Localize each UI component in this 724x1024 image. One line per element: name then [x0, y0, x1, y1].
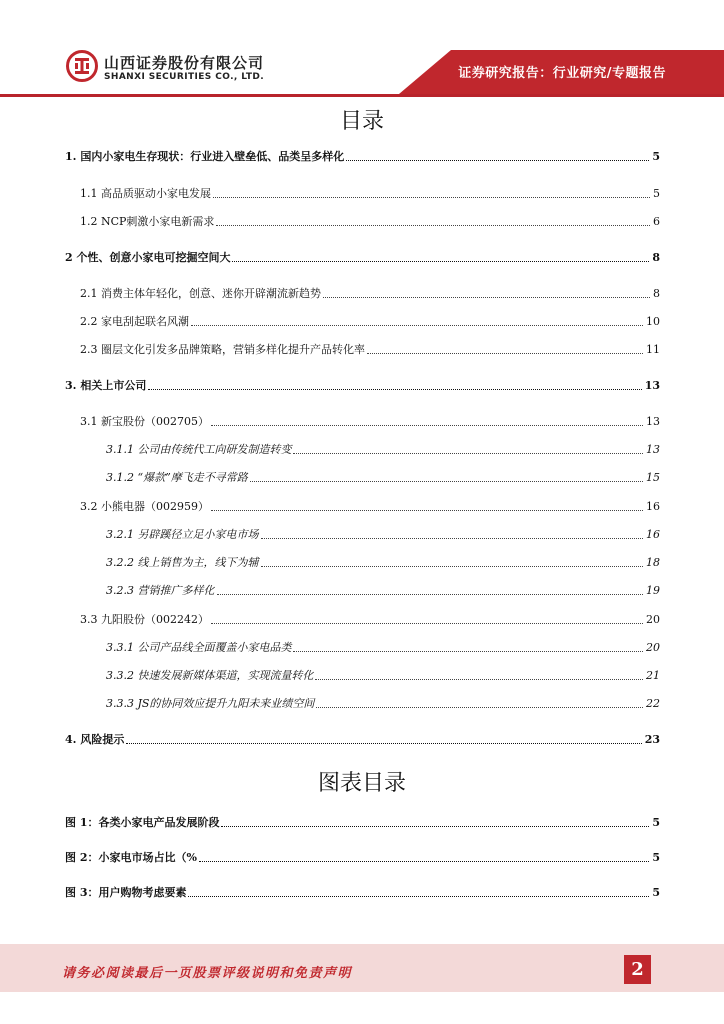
leader-dots: [216, 225, 650, 226]
toc-entry[interactable]: [80, 500, 660, 514]
figure-entry-label: 图 2：小家电市场占比（%: [65, 851, 197, 864]
leader-dots: [367, 353, 643, 354]
leader-dots: [213, 197, 650, 198]
toc-entry-page: 16: [646, 528, 660, 541]
toc-entry-label: 3.3.2 快速发展新媒体渠道，实现流量转化: [106, 669, 314, 682]
toc-entry[interactable]: [80, 315, 660, 329]
leader-dots: [315, 679, 643, 680]
toc-entry-label: 2.3 圈层文化引发多品牌策略，营销多样化提升产品转化率: [80, 343, 365, 356]
toc-entry-label: 3.2.2 线上销售为主，线下为辅: [106, 556, 259, 569]
figure-entry-label: 图 3：用户购物考虑要素: [65, 886, 187, 899]
toc-entry-label: 2 个性、创意小家电可挖掘空间大: [65, 251, 231, 264]
toc-entry-label: 3.2.1 另辟蹊径立足小家电市场: [106, 528, 259, 541]
toc-entry[interactable]: [106, 669, 660, 683]
leader-dots: [232, 261, 649, 262]
toc-entry-page: 13: [646, 415, 660, 428]
page-header: [0, 0, 724, 100]
toc-entry-page: 8: [652, 251, 660, 264]
toc-entry[interactable]: [106, 584, 660, 598]
toc-entry[interactable]: [106, 697, 660, 711]
toc-entry-label: 3.1.1 公司由传统代工向研发制造转变: [106, 443, 292, 456]
leader-dots: [261, 566, 644, 567]
figure-entry-label: 图 1：各类小家电产品发展阶段: [65, 816, 220, 829]
toc-entry[interactable]: [65, 150, 660, 164]
toc-entry-page: 16: [646, 500, 660, 513]
leader-dots: [261, 538, 644, 539]
figure-entry[interactable]: [65, 886, 660, 900]
leader-dots: [211, 425, 643, 426]
toc-entry-label: 3.1 新宝股份（002705）: [80, 415, 209, 428]
leader-dots: [316, 707, 643, 708]
toc-title: 目录: [339, 109, 384, 134]
leader-dots: [250, 481, 643, 482]
leader-dots: [211, 510, 643, 511]
toc-entry-label: 1.2 NCP刺激小家电新需求: [80, 215, 215, 228]
toc-entry[interactable]: [65, 733, 660, 747]
header-divider: [0, 94, 724, 97]
footer-disclaimer: 请务必阅读最后一页股票评级说明和免责声明: [62, 966, 353, 981]
toc-entry-label: 2.1 消费主体年轻化，创意、迷你开辟潮流新趋势: [80, 287, 321, 300]
toc-entry[interactable]: [106, 471, 660, 485]
company-name-cn: 山西证券股份有限公司: [104, 54, 265, 72]
toc-entry-label: 3.2.3 营销推广多样化: [106, 584, 215, 597]
figure-entry[interactable]: [65, 851, 660, 865]
leader-dots: [191, 325, 643, 326]
leader-dots: [199, 861, 649, 862]
toc-entry-page: 13: [646, 443, 660, 456]
toc-entry-page: 8: [653, 287, 660, 300]
report-type: 证券研究报告：行业研究/专题报告: [458, 66, 666, 81]
toc-entry-page: 18: [646, 556, 660, 569]
company-name-en: SHANXI SECURITIES CO., LTD.: [104, 72, 265, 82]
figure-entry-page: 5: [652, 816, 660, 829]
toc-entry-label: 3.2 小熊电器（002959）: [80, 500, 209, 513]
toc-entry-label: 3. 相关上市公司: [65, 379, 147, 392]
leader-dots: [211, 623, 643, 624]
toc-entry[interactable]: [106, 528, 660, 542]
toc-entry-page: 20: [646, 641, 660, 654]
toc-entry-label: 3.3 九阳股份（002242）: [80, 613, 209, 626]
toc-entry-label: 3.3.1 公司产品线全面覆盖小家电品类: [106, 641, 292, 654]
toc-entry-label: 4. 风险提示: [65, 733, 125, 746]
toc-entry-page: 20: [646, 613, 660, 626]
toc-entry[interactable]: [80, 215, 660, 229]
leader-dots: [346, 160, 649, 161]
toc-entry-page: 22: [646, 697, 660, 710]
toc-entry[interactable]: [106, 443, 660, 457]
figure-list-title: 图表目录: [317, 771, 406, 796]
leader-dots: [126, 743, 641, 744]
toc-entry[interactable]: [65, 379, 660, 393]
leader-dots: [188, 896, 649, 897]
leader-dots: [293, 453, 643, 454]
toc-entry[interactable]: [80, 343, 660, 357]
toc-entry[interactable]: [106, 556, 660, 570]
toc-entry[interactable]: [65, 251, 660, 265]
figure-entry-page: 5: [652, 886, 660, 899]
toc-entry[interactable]: [80, 187, 660, 201]
toc-entry-label: 3.1.2 “爆款”摩飞走不寻常路: [106, 471, 248, 484]
toc-entry-page: 6: [653, 215, 660, 228]
leader-dots: [217, 594, 644, 595]
figure-entry[interactable]: [65, 816, 660, 830]
toc-entry-label: 3.3.3 JS的协同效应提升九阳未来业绩空间: [106, 697, 315, 710]
toc-entry[interactable]: [80, 415, 660, 429]
toc-entry-label: 1.1 高品质驱动小家电发展: [80, 187, 211, 200]
toc-entry[interactable]: [80, 287, 660, 301]
toc-entry-page: 21: [646, 669, 660, 682]
toc-entry-page: 10: [646, 315, 660, 328]
toc-entry-page: 11: [646, 343, 660, 356]
toc-entry[interactable]: [106, 641, 660, 655]
toc-entry-page: 5: [652, 150, 660, 163]
leader-dots: [323, 297, 650, 298]
leader-dots: [148, 389, 641, 390]
toc-entry[interactable]: [80, 613, 660, 627]
company-logo-icon: [66, 50, 98, 82]
toc-entry-page: 19: [646, 584, 660, 597]
toc-entry-label: 1. 国内小家电生存现状：行业进入壁垒低、品类呈多样化: [65, 150, 345, 163]
toc-entry-page: 23: [644, 733, 660, 746]
toc-entry-page: 13: [644, 379, 660, 392]
toc-entry-page: 15: [646, 471, 660, 484]
leader-dots: [221, 826, 649, 827]
page-number: 2: [624, 955, 651, 984]
leader-dots: [293, 651, 643, 652]
figure-entry-page: 5: [652, 851, 660, 864]
toc-entry-label: 2.2 家电刮起联名风潮: [80, 315, 189, 328]
toc-entry-page: 5: [653, 187, 660, 200]
